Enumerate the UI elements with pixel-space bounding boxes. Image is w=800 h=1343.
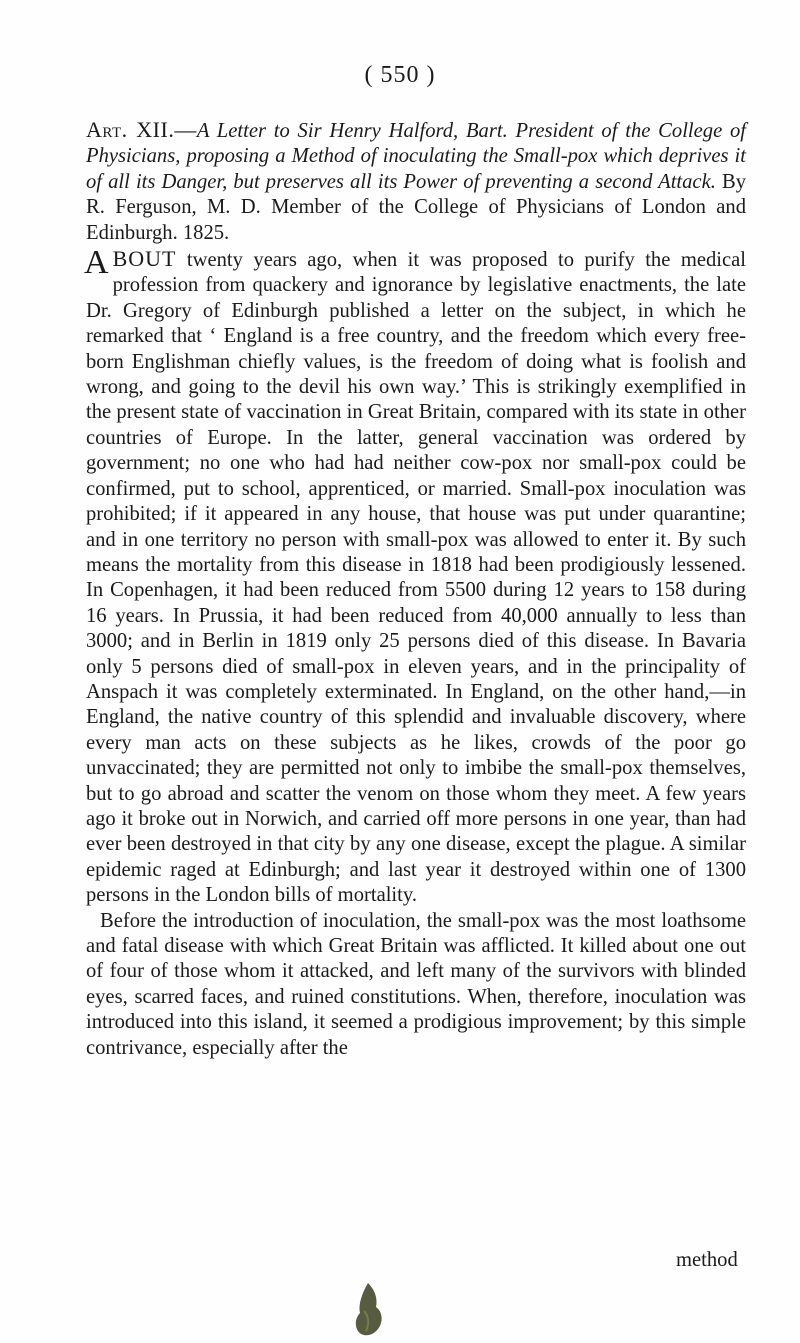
article-byline: By R. Ferguson, M. D. Member of the College of Physicians of London and Edinburgh. 1825. (86, 170, 746, 244)
page-number: ( 550 ) (364, 62, 436, 88)
ink-blot-mark (352, 1281, 386, 1339)
article-heading (86, 117, 746, 246)
paragraph-2: Before the introduction of inoculation, the small-pox was the most loathsome and fatal disease with which Great Britain was afflicted. It killed about one out of four of those whom it attacked, and left many of the survivors with blinded eyes, scarred faces, and ruined constitutions. When, therefore, inoculation was introduced into this island, it seemed a prodigious improvement; by this simple contrivance, especially after the (86, 909, 746, 1059)
article-text (86, 117, 746, 1061)
article-label: Art. XII.— (86, 117, 197, 142)
lead-word: BOUT (112, 246, 177, 272)
catchword: method (676, 1249, 738, 1271)
paragraph-1-text: twenty years ago, when it was proposed to purify the medical profession from quackery and ignorance by legislative enactments, the late Dr. Gregory of Edinburgh published a letter on the subject, in which he remarked that ‘ England is a free country, and the freedom which every free-born Englishman chiefly values, is the freedom of doing what is foolish and wrong, and going to the devil his own way.’ This is strikingly exemplified in the present state of vaccination in Great Britain, compared with its state in other countries of Europe. In the latter, general vaccination was ordered by government; no one who had had neither cow-pox nor small-pox could be confirmed, put to school, apprenticed, or married. Small-pox inoculation was prohibited; if it appeared in any house, that house was put under quarantine; and in one territory no person with small-pox was allowed to enter it. By such means the mortality from this disease in 1818 had been prodigiously lessened. In Copenhagen, it had been reduced from 5500 during 12 years to 158 during 16 years. In Prussia, it had been reduced from 40,000 annually to less than 3000; and in Berlin in 1819 only 25 persons died of this disease. In Bavaria only 5 persons died of small-pox in eleven years, and in the principality of Anspach it was completely exterminated. In England, on the other hand,—in England, the native country of this splendid and invaluable discovery, where every man acts on these subjects as he likes, crowds of the poor go unvaccinated; they are permitted not only to imbibe the small-pox themselves, but to go abroad and scatter the venom on those whom they meet. A few years ago it broke out in Norwich, and carried off more persons in one year, than had ever been destroyed in that city by any one disease, except the plague. A similar epidemic raged at Edinburgh; and last year it destroyed within one of 1300 persons in the London bills of mortality. (86, 249, 746, 907)
paragraph-1 (86, 246, 746, 909)
drop-cap: A (84, 244, 109, 282)
article-title: A Letter to Sir Henry Halford, Bart. President of the College of Physicians, proposing a Method of inoculating the Small-pox which deprives it of all its Danger, but preserves all its Power of preventing a second Attack. (86, 120, 746, 193)
